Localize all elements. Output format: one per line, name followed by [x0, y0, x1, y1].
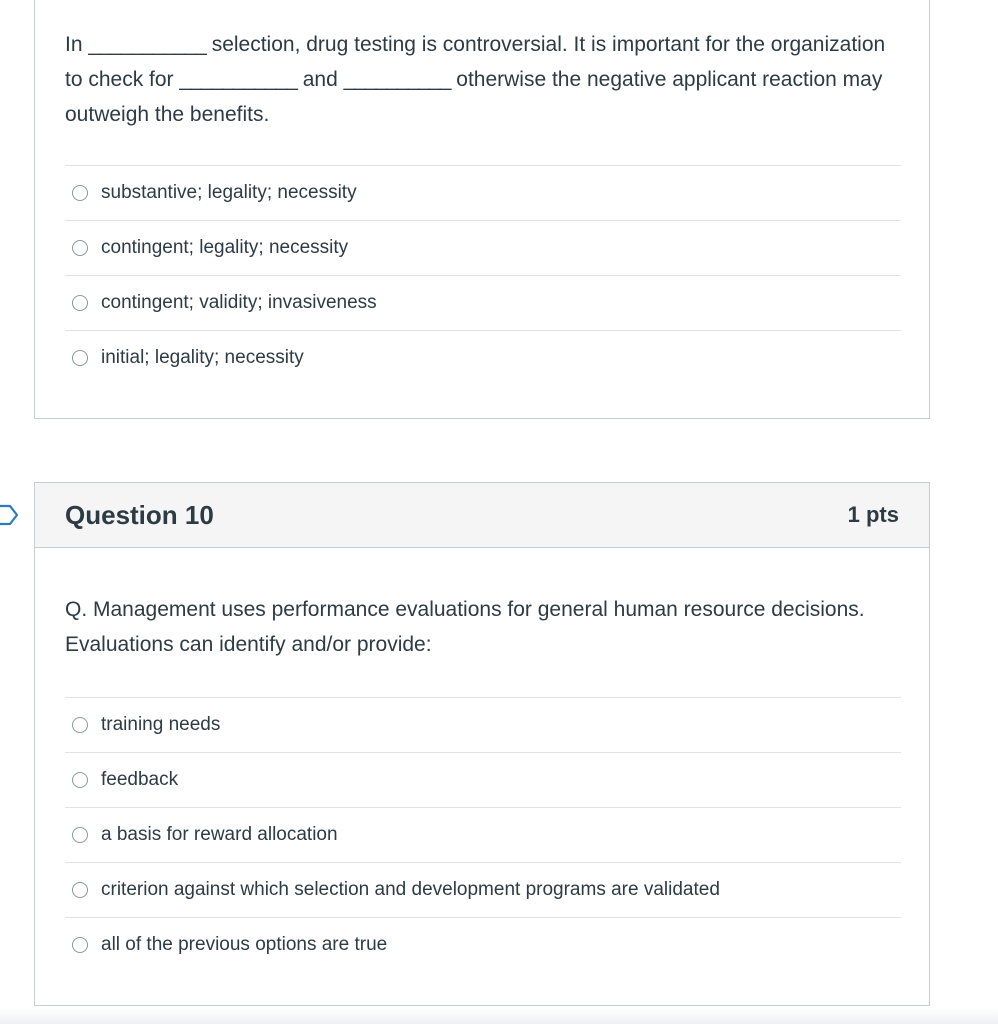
answer-label: criterion against which selection and development programs are validated: [101, 879, 720, 900]
question-text-part: selection, drug testing is controversial. It is important for the organization to check for: [65, 33, 886, 91]
radio-button[interactable]: [72, 350, 88, 366]
answer-list: [65, 165, 901, 385]
radio-button[interactable]: [72, 240, 88, 256]
fill-blank: ___________: [88, 33, 206, 56]
answer-option[interactable]: [65, 330, 901, 385]
question-text-part: and: [302, 68, 338, 91]
answer-label: training needs: [101, 714, 221, 735]
radio-button[interactable]: [72, 937, 88, 953]
question-text: Q. Management uses performance evaluations for general human resource decisions. Evaluations can identify and/or provide:: [65, 598, 865, 656]
fill-blank: ___________: [179, 68, 297, 91]
answer-label: substantive; legality; necessity: [101, 182, 357, 203]
answer-option[interactable]: [65, 697, 901, 752]
answer-label: contingent; legality; necessity: [101, 237, 349, 258]
radio-button[interactable]: [72, 717, 88, 733]
radio-button[interactable]: [72, 882, 88, 898]
fill-blank: __________: [343, 68, 451, 91]
answer-label: contingent; validity; invasiveness: [101, 292, 377, 313]
flag-question-icon[interactable]: [0, 502, 22, 528]
question-title: Question 10: [65, 499, 214, 530]
answer-option[interactable]: [65, 807, 901, 862]
answer-label: initial; legality; necessity: [101, 347, 304, 368]
radio-button[interactable]: [72, 772, 88, 788]
answer-option[interactable]: [65, 917, 901, 972]
answer-list: [65, 697, 901, 972]
answer-label: a basis for reward allocation: [101, 824, 338, 845]
answer-label: feedback: [101, 769, 179, 790]
question-points: 1 pts: [847, 502, 899, 527]
question-card-10: [34, 482, 930, 1006]
radio-button[interactable]: [72, 185, 88, 201]
radio-button[interactable]: [72, 827, 88, 843]
question-text: [35, 0, 929, 132]
question-text-part: In: [65, 33, 83, 56]
answer-option[interactable]: [65, 275, 901, 330]
answer-option[interactable]: [65, 165, 901, 220]
question-card-9: [34, 0, 930, 419]
answer-label: all of the previous options are true: [101, 934, 388, 955]
bottom-shadow: [0, 1008, 998, 1024]
answer-option[interactable]: [65, 862, 901, 917]
radio-button[interactable]: [72, 295, 88, 311]
question-text-part: otherwise the negative applicant reaction may outweigh the benefits.: [65, 68, 883, 126]
answer-option[interactable]: [65, 220, 901, 275]
answer-option[interactable]: [65, 752, 901, 807]
question-header: [35, 483, 929, 548]
